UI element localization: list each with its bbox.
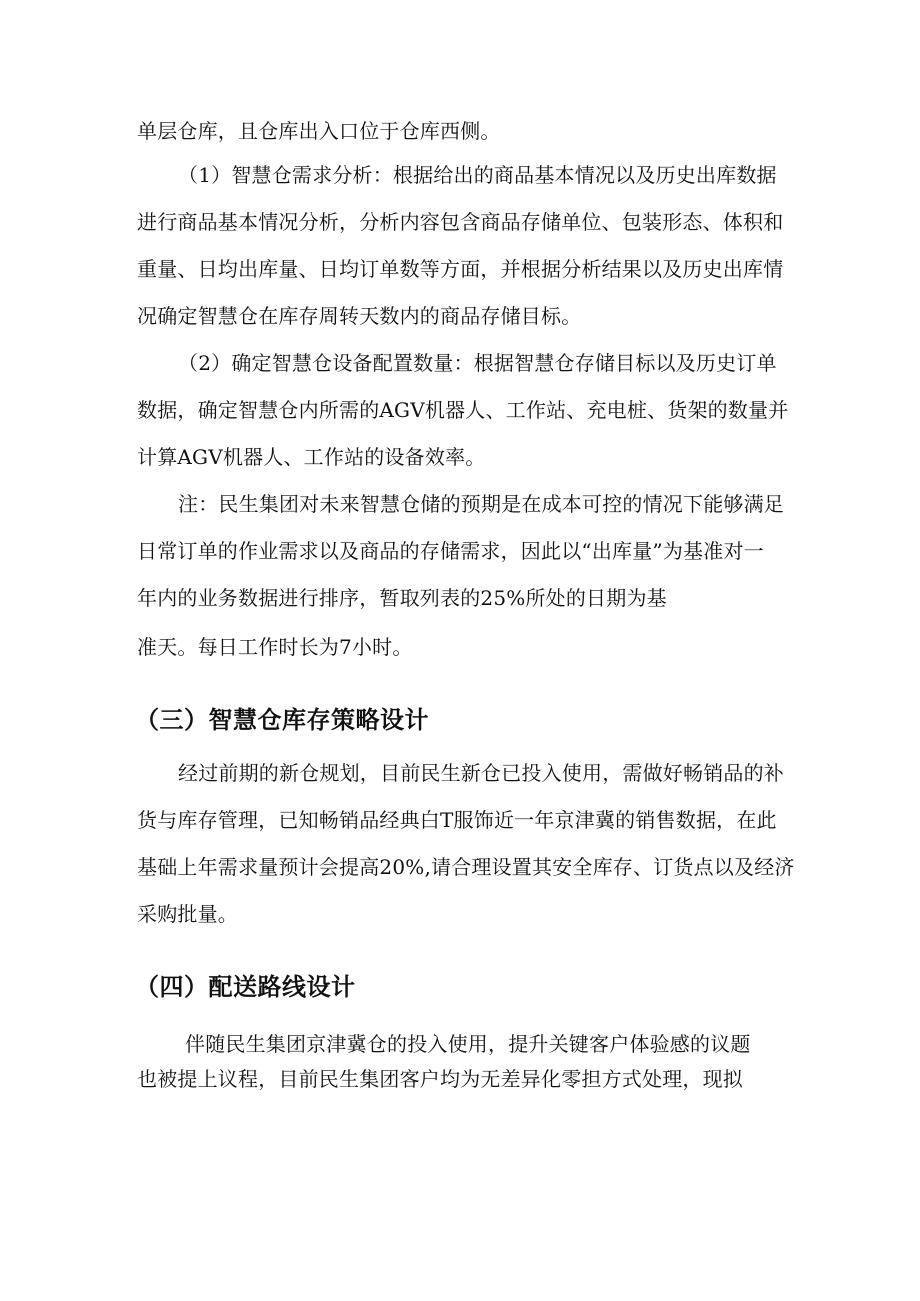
paragraph-line: （2）确定智慧仓设备配置数量：根据智慧仓存储目标以及历史订单 [178, 351, 777, 375]
note-line: 年内的业务数据进行排序，暂取列表的25%所处的日期为基 [137, 586, 667, 610]
paragraph-line: 单层仓库，且仓库出入口位于仓库西侧。 [137, 119, 501, 143]
paragraph-line: 基础上年需求量预计会提高20%,请合理设置其安全库存、订货点以及经济 [137, 855, 795, 879]
paragraph-line: （1）智慧仓需求分析：根据给出的商品基本情况以及历史出库数据 [178, 163, 777, 187]
note-line: 日常订单的作业需求以及商品的存储需求，因此以“出库量”为基准对一 [137, 539, 764, 563]
paragraph-line: 经过前期的新仓规划，目前民生新仓已投入使用，需做好畅销品的补 [178, 761, 784, 785]
paragraph-line: 重量、日均出库量、日均订单数等方面，并根据分析结果以及历史出库情 [137, 257, 784, 281]
paragraph-line: 数据，确定智慧仓内所需的AGV机器人、工作站、充电桩、货架的数量并 [137, 398, 789, 422]
section-heading-3: （三）智慧仓库存策略设计 [135, 705, 429, 734]
paragraph-line: 伴随民生集团京津冀仓的投入使用，提升关键客户体验感的议题 [185, 1032, 751, 1056]
paragraph-line: 进行商品基本情况分析，分析内容包含商品存储单位、包装形态、体积和 [137, 210, 784, 234]
note-line: 注：民生集团对未来智慧仓储的预期是在成本可控的情况下能够满足 [178, 492, 784, 516]
paragraph-line: 也被提上议程，目前民生集团客户均为无差异化零担方式处理，现拟 [137, 1067, 743, 1091]
section-heading-4: （四）配送路线设计 [135, 972, 356, 1001]
note-line: 准天。每日工作时长为7小时。 [137, 635, 413, 659]
paragraph-line: 计算AGV机器人、工作站的设备效率。 [137, 445, 486, 469]
paragraph-line: 采购批量。 [137, 902, 238, 926]
paragraph-line: 货与库存管理，已知畅销品经典白T服饰近一年京津冀的销售数据，在此 [137, 808, 777, 832]
paragraph-line: 况确定智慧仓在库存周转天数内的商品存储目标。 [137, 304, 582, 328]
